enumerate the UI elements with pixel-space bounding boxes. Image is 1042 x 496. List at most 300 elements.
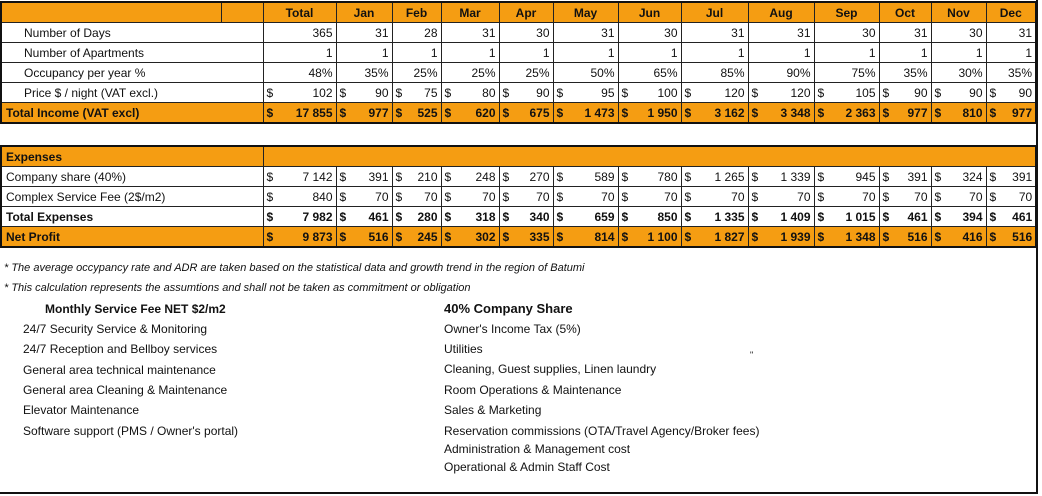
value-cell xyxy=(441,227,499,248)
currency-symbol: $ xyxy=(395,189,403,204)
currency-value xyxy=(883,106,928,120)
currency-symbol: $ xyxy=(444,189,452,204)
currency-symbol: $ xyxy=(502,229,510,244)
value-cell xyxy=(553,63,618,83)
value-cell xyxy=(336,23,392,43)
income-row xyxy=(1,83,1036,103)
value-cell xyxy=(931,43,986,63)
amount: 461 xyxy=(368,209,389,224)
total-income-row xyxy=(1,103,1036,124)
amount: 977 xyxy=(907,105,928,120)
amount: 3 348 xyxy=(780,105,811,120)
amount: 70 xyxy=(424,189,438,204)
value-cell xyxy=(931,187,986,207)
currency-symbol: $ xyxy=(266,209,274,224)
value-cell xyxy=(681,167,748,187)
currency-value xyxy=(935,190,983,204)
stray-mark: " xyxy=(750,350,754,360)
amount: 17 855 xyxy=(295,105,333,120)
value-cell xyxy=(441,187,499,207)
currency-value xyxy=(685,106,745,120)
amount: 95 xyxy=(601,85,615,100)
blank-cell xyxy=(221,23,263,43)
value-cell xyxy=(748,187,814,207)
value-cell xyxy=(986,187,1036,207)
company-share-item: Utilities xyxy=(444,342,483,356)
amount: 1 xyxy=(920,45,928,60)
amount: 1 348 xyxy=(845,229,876,244)
amount: 70 xyxy=(969,189,983,204)
currency-value xyxy=(990,106,1033,120)
currency-symbol: $ xyxy=(989,229,997,244)
currency-symbol: $ xyxy=(684,209,692,224)
amount: 248 xyxy=(475,169,496,184)
value-cell xyxy=(499,43,553,63)
currency-value xyxy=(685,170,745,184)
value-cell xyxy=(441,63,499,83)
currency-value xyxy=(883,170,928,184)
currency-value xyxy=(557,190,615,204)
value-cell xyxy=(931,103,986,124)
row-label: Total Expenses xyxy=(1,207,221,227)
amount: 70 xyxy=(375,189,389,204)
currency-value xyxy=(340,210,389,224)
amount: 90 xyxy=(969,85,983,100)
value-cell xyxy=(553,103,618,124)
value-cell xyxy=(392,103,441,124)
currency-value xyxy=(622,106,678,120)
amount: 28 xyxy=(424,25,438,40)
value-cell xyxy=(814,103,879,124)
amount: 1 xyxy=(868,45,876,60)
currency-symbol: $ xyxy=(339,189,347,204)
currency-value xyxy=(685,210,745,224)
amount: 35% xyxy=(1007,65,1032,80)
currency-symbol: $ xyxy=(395,169,403,184)
value-cell xyxy=(263,227,336,248)
currency-symbol: $ xyxy=(751,169,759,184)
amount: 1 950 xyxy=(647,105,678,120)
row-label: Total Income (VAT excl) xyxy=(1,103,221,124)
amount: 65% xyxy=(653,65,678,80)
currency-value xyxy=(752,170,811,184)
header-blank xyxy=(221,2,263,23)
currency-symbol: $ xyxy=(556,209,564,224)
currency-symbol: $ xyxy=(444,209,452,224)
value-cell xyxy=(618,43,681,63)
amount: 1 335 xyxy=(714,209,745,224)
value-cell xyxy=(986,103,1036,124)
amount: 25% xyxy=(471,65,496,80)
currency-value xyxy=(622,190,678,204)
currency-symbol: $ xyxy=(751,209,759,224)
company-share-item: Room Operations & Maintenance xyxy=(444,383,622,397)
currency-value xyxy=(935,230,983,244)
value-cell xyxy=(879,43,931,63)
currency-symbol: $ xyxy=(502,189,510,204)
amount: 35% xyxy=(364,65,389,80)
currency-value xyxy=(818,86,876,100)
value-cell xyxy=(263,63,336,83)
expense-row xyxy=(1,187,1036,207)
amount: 461 xyxy=(1012,209,1033,224)
row-label: Complex Service Fee (2$/m2) xyxy=(1,187,221,207)
currency-value xyxy=(396,106,438,120)
currency-symbol: $ xyxy=(817,169,825,184)
amount: 525 xyxy=(417,105,438,120)
currency-symbol: $ xyxy=(556,169,564,184)
value-cell xyxy=(553,83,618,103)
service-fee-item: General area technical maintenance xyxy=(23,362,216,377)
amount: 675 xyxy=(529,105,550,120)
currency-symbol: $ xyxy=(684,189,692,204)
value-cell xyxy=(681,103,748,124)
row-label: Occupancy per year % xyxy=(1,63,221,83)
value-cell xyxy=(879,103,931,124)
currency-symbol: $ xyxy=(556,85,564,100)
currency-value xyxy=(503,210,550,224)
value-cell xyxy=(748,63,814,83)
column-header-jan: Jan xyxy=(336,2,392,23)
blank-cell xyxy=(221,167,263,187)
value-cell xyxy=(931,23,986,43)
currency-symbol: $ xyxy=(989,189,997,204)
value-cell xyxy=(986,43,1036,63)
service-fee-item: 24/7 Security Service & Monitoring xyxy=(23,322,208,336)
column-header-apr: Apr xyxy=(499,2,553,23)
amount: 70 xyxy=(664,189,678,204)
amount: 70 xyxy=(536,189,550,204)
currency-value xyxy=(883,230,928,244)
amount: 1 xyxy=(488,45,496,60)
currency-value xyxy=(503,230,550,244)
currency-value xyxy=(445,230,496,244)
currency-symbol: $ xyxy=(556,105,564,120)
currency-symbol: $ xyxy=(621,189,629,204)
column-header-jun: Jun xyxy=(618,2,681,23)
column-header-feb: Feb xyxy=(392,2,441,23)
currency-symbol: $ xyxy=(817,85,825,100)
value-cell xyxy=(499,83,553,103)
value-cell xyxy=(931,63,986,83)
currency-symbol: $ xyxy=(751,105,759,120)
note-disclaimer: * This calculation represents the assumtions and shall not be taken as commitment or obligation xyxy=(4,282,471,294)
value-cell xyxy=(618,83,681,103)
currency-value xyxy=(340,230,389,244)
currency-symbol: $ xyxy=(751,229,759,244)
column-header-oct: Oct xyxy=(879,2,931,23)
currency-symbol: $ xyxy=(502,85,510,100)
value-cell xyxy=(986,207,1036,227)
value-cell xyxy=(392,43,441,63)
currency-symbol: $ xyxy=(266,229,274,244)
currency-symbol: $ xyxy=(684,229,692,244)
value-cell xyxy=(879,227,931,248)
currency-symbol: $ xyxy=(817,229,825,244)
value-cell xyxy=(681,207,748,227)
currency-symbol: $ xyxy=(684,85,692,100)
amount: 245 xyxy=(417,229,438,244)
currency-value xyxy=(445,190,496,204)
value-cell xyxy=(392,227,441,248)
row-label: Number of Days xyxy=(1,23,221,43)
amount: 102 xyxy=(312,85,333,100)
blank-cell xyxy=(221,187,263,207)
currency-value xyxy=(557,86,615,100)
currency-symbol: $ xyxy=(339,209,347,224)
currency-symbol: $ xyxy=(621,85,629,100)
currency-symbol: $ xyxy=(395,209,403,224)
currency-value xyxy=(685,230,745,244)
service-fee-item: Elevator Maintenance xyxy=(23,403,140,418)
amount: 31 xyxy=(482,25,496,40)
amount: 780 xyxy=(657,169,678,184)
header-row xyxy=(1,2,1036,23)
currency-value xyxy=(818,170,876,184)
value-cell xyxy=(748,103,814,124)
service-fee-title: Monthly Service Fee NET $2/m2 xyxy=(45,302,226,316)
currency-symbol: $ xyxy=(395,105,403,120)
value-cell xyxy=(681,23,748,43)
amount: 70 xyxy=(731,189,745,204)
value-cell xyxy=(814,83,879,103)
value-cell xyxy=(986,227,1036,248)
amount: 85% xyxy=(720,65,745,80)
income-row xyxy=(1,23,1036,43)
value-cell xyxy=(879,187,931,207)
currency-symbol: $ xyxy=(817,209,825,224)
currency-symbol: $ xyxy=(751,189,759,204)
currency-symbol: $ xyxy=(444,169,452,184)
income-table xyxy=(0,1,1037,124)
value-cell xyxy=(392,187,441,207)
currency-symbol: $ xyxy=(621,169,629,184)
value-cell xyxy=(392,207,441,227)
value-cell xyxy=(748,83,814,103)
amount: 335 xyxy=(529,229,550,244)
currency-value xyxy=(267,170,333,184)
value-cell xyxy=(441,207,499,227)
currency-value xyxy=(883,86,928,100)
value-cell xyxy=(814,207,879,227)
currency-value xyxy=(445,86,496,100)
amount: 270 xyxy=(529,169,550,184)
amount: 31 xyxy=(1018,25,1032,40)
value-cell xyxy=(263,207,336,227)
value-cell xyxy=(336,207,392,227)
currency-value xyxy=(267,210,333,224)
expenses-table xyxy=(0,145,1037,248)
expenses-header-row xyxy=(1,146,1036,167)
amount: 461 xyxy=(907,209,928,224)
amount: 1 xyxy=(542,45,550,60)
amount: 516 xyxy=(1012,229,1033,244)
currency-symbol: $ xyxy=(934,229,942,244)
value-cell xyxy=(879,167,931,187)
value-cell xyxy=(553,23,618,43)
currency-value xyxy=(557,106,615,120)
value-cell xyxy=(618,103,681,124)
value-cell xyxy=(553,43,618,63)
currency-value xyxy=(818,210,876,224)
currency-value xyxy=(752,86,811,100)
amount: 1 265 xyxy=(714,169,745,184)
currency-symbol: $ xyxy=(684,105,692,120)
value-cell xyxy=(618,23,681,43)
amount: 516 xyxy=(907,229,928,244)
amount: 7 982 xyxy=(302,209,333,224)
amount: 340 xyxy=(529,209,550,224)
value-cell xyxy=(748,227,814,248)
currency-symbol: $ xyxy=(989,85,997,100)
currency-value xyxy=(685,86,745,100)
value-cell xyxy=(931,207,986,227)
currency-symbol: $ xyxy=(395,85,403,100)
amount: 25% xyxy=(525,65,550,80)
currency-value xyxy=(818,190,876,204)
amount: 30 xyxy=(664,25,678,40)
value-cell xyxy=(263,167,336,187)
currency-symbol: $ xyxy=(621,209,629,224)
value-cell xyxy=(618,227,681,248)
currency-value xyxy=(752,190,811,204)
currency-value xyxy=(883,210,928,224)
value-cell xyxy=(392,63,441,83)
value-cell xyxy=(986,83,1036,103)
currency-symbol: $ xyxy=(817,105,825,120)
currency-value xyxy=(622,230,678,244)
amount: 1 409 xyxy=(780,209,811,224)
amount: 945 xyxy=(855,169,876,184)
value-cell xyxy=(986,63,1036,83)
value-cell xyxy=(748,167,814,187)
amount: 75% xyxy=(851,65,876,80)
value-cell xyxy=(441,167,499,187)
currency-value xyxy=(935,106,983,120)
total-expenses-row xyxy=(1,207,1036,227)
column-header-nov: Nov xyxy=(931,2,986,23)
amount: 31 xyxy=(731,25,745,40)
amount: 1 xyxy=(670,45,678,60)
amount: 105 xyxy=(855,85,876,100)
blank-cell xyxy=(221,227,263,248)
currency-value xyxy=(396,210,438,224)
amount: 210 xyxy=(417,169,438,184)
row-label: Price $ / night (VAT excl.) xyxy=(1,83,221,103)
amount: 1 xyxy=(803,45,811,60)
amount: 90 xyxy=(536,85,550,100)
amount: 30% xyxy=(958,65,983,80)
amount: 394 xyxy=(962,209,983,224)
expense-row xyxy=(1,167,1036,187)
value-cell xyxy=(499,207,553,227)
amount: 620 xyxy=(475,105,496,120)
value-cell xyxy=(392,167,441,187)
amount: 31 xyxy=(375,25,389,40)
value-cell xyxy=(931,167,986,187)
value-cell xyxy=(499,23,553,43)
currency-symbol: $ xyxy=(621,229,629,244)
amount: 391 xyxy=(1012,169,1033,184)
currency-symbol: $ xyxy=(444,229,452,244)
currency-value xyxy=(818,106,876,120)
currency-symbol: $ xyxy=(882,189,890,204)
currency-symbol: $ xyxy=(339,105,347,120)
value-cell xyxy=(748,207,814,227)
amount: 30 xyxy=(969,25,983,40)
amount: 1 xyxy=(430,45,438,60)
amount: 3 162 xyxy=(714,105,745,120)
currency-value xyxy=(990,230,1033,244)
amount: 659 xyxy=(594,209,615,224)
value-cell xyxy=(336,227,392,248)
value-cell xyxy=(814,187,879,207)
currency-value xyxy=(622,210,678,224)
currency-value xyxy=(340,190,389,204)
currency-value xyxy=(267,86,333,100)
amount: 31 xyxy=(797,25,811,40)
value-cell xyxy=(618,207,681,227)
value-cell xyxy=(814,63,879,83)
currency-symbol: $ xyxy=(339,229,347,244)
currency-value xyxy=(340,106,389,120)
currency-symbol: $ xyxy=(502,209,510,224)
currency-symbol: $ xyxy=(621,105,629,120)
company-share-item: Reservation commissions (OTA/Travel Agency/Broker fees) xyxy=(444,424,760,438)
column-header-sep: Sep xyxy=(814,2,879,23)
currency-value xyxy=(445,210,496,224)
currency-symbol: $ xyxy=(502,169,510,184)
amount: 810 xyxy=(962,105,983,120)
currency-value xyxy=(935,86,983,100)
value-cell xyxy=(814,43,879,63)
amount: 589 xyxy=(594,169,615,184)
header-span xyxy=(263,146,1036,167)
company-share-item: Owner's Income Tax (5%) xyxy=(444,322,581,336)
value-cell xyxy=(263,23,336,43)
value-cell xyxy=(499,227,553,248)
currency-symbol: $ xyxy=(882,169,890,184)
currency-value xyxy=(503,190,550,204)
amount: 9 873 xyxy=(302,229,333,244)
value-cell xyxy=(336,43,392,63)
amount: 48% xyxy=(308,65,333,80)
currency-value xyxy=(396,170,438,184)
column-header-may: May xyxy=(553,2,618,23)
amount: 280 xyxy=(417,209,438,224)
amount: 1 473 xyxy=(584,105,615,120)
currency-symbol: $ xyxy=(989,105,997,120)
amount: 1 xyxy=(737,45,745,60)
currency-value xyxy=(396,190,438,204)
currency-symbol: $ xyxy=(751,85,759,100)
row-label: Net Profit xyxy=(1,227,221,248)
currency-value xyxy=(685,190,745,204)
column-header-aug: Aug xyxy=(748,2,814,23)
amount: 1 939 xyxy=(780,229,811,244)
currency-symbol: $ xyxy=(882,105,890,120)
amount: 30 xyxy=(862,25,876,40)
amount: 1 xyxy=(381,45,389,60)
value-cell xyxy=(553,167,618,187)
net-profit-row xyxy=(1,227,1036,248)
value-cell xyxy=(681,43,748,63)
blank-cell xyxy=(221,43,263,63)
company-share-item: Operational & Admin Staff Cost xyxy=(444,460,610,474)
amount: 120 xyxy=(790,85,811,100)
currency-value xyxy=(883,190,928,204)
amount: 1 xyxy=(975,45,983,60)
